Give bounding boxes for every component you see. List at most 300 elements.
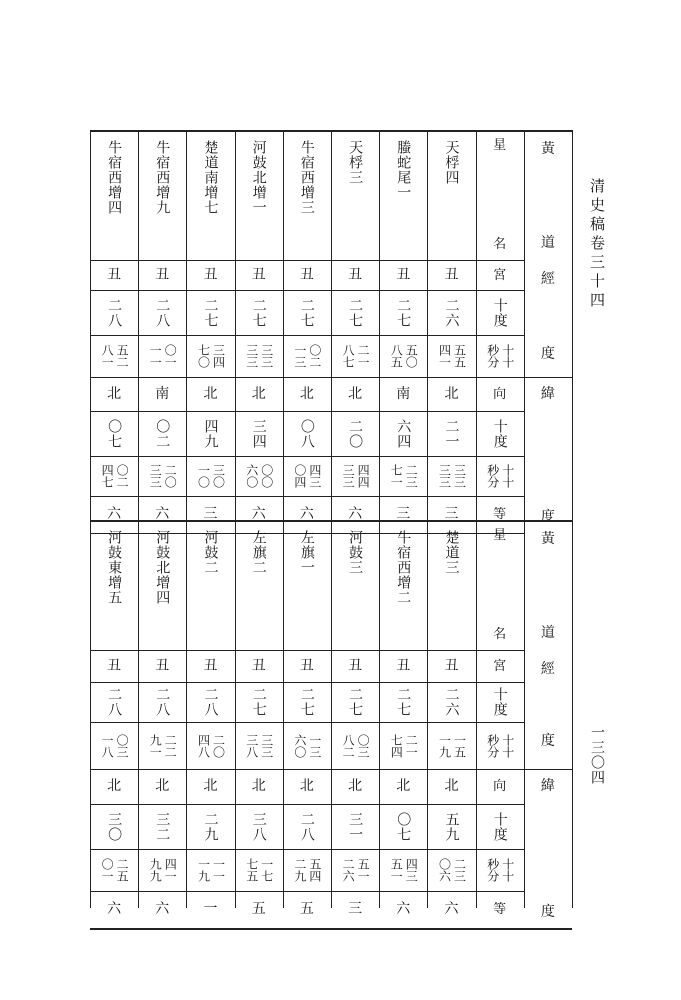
longitude-degree	[90, 290, 138, 335]
palace-cell: 丑	[396, 657, 411, 674]
longitude-minsec-part: 二〇	[211, 733, 226, 758]
page-number: 一三〇四	[589, 725, 605, 785]
longitude-minsec-pair	[148, 734, 176, 758]
label-shidu	[476, 290, 524, 335]
row-rule	[524, 769, 572, 770]
latitude-degree	[427, 411, 475, 456]
longitude-degree	[331, 290, 379, 335]
longitude-degree-text: 二六	[443, 297, 460, 328]
longitude-minsec-pair	[389, 344, 417, 368]
latitude-minsec-part: 〇〇	[259, 464, 274, 488]
star-name	[379, 520, 427, 650]
longitude-minsec-pair	[341, 734, 369, 758]
latitude-minsec-part: 六〇	[244, 464, 259, 488]
star-catalog-table	[90, 130, 572, 920]
palace-cell: 丑	[444, 657, 459, 674]
star-name	[331, 520, 379, 650]
latitude-minsec-part: 五一	[389, 858, 404, 882]
latitude-degree-text: 六四	[395, 418, 412, 449]
header-du2: 度	[540, 904, 555, 920]
star-name	[283, 130, 331, 260]
latitude-minsec-pair	[341, 464, 369, 488]
star-name	[90, 520, 138, 650]
latitude-degree	[427, 804, 475, 849]
latitude-minsec-pair	[148, 858, 176, 882]
latitude-degree-text: 五九	[443, 811, 460, 842]
latitude-direction: 北	[155, 778, 170, 794]
label-shifen-pair	[486, 734, 514, 758]
magnitude-cell: 六	[107, 506, 122, 522]
palace-cell: 丑	[155, 657, 170, 674]
header-du1: 度	[540, 346, 555, 362]
latitude-minsec	[427, 456, 475, 496]
longitude-degree-text: 二七	[395, 687, 412, 717]
longitude-minsec-part: 五五	[452, 344, 467, 368]
longitude-minsec	[235, 335, 283, 377]
longitude-degree-text: 二八	[106, 687, 123, 717]
label-shidu-2-text: 十度	[491, 418, 508, 449]
label-shifen_a: 十十	[500, 733, 515, 758]
star-name-text: 牛宿西增二	[395, 530, 412, 605]
latitude-minsec-pair	[293, 464, 321, 488]
latitude-degree	[90, 411, 138, 456]
longitude-minsec-part: 五二	[115, 344, 130, 368]
longitude-minsec-part: 一三	[307, 733, 322, 758]
longitude-minsec-part: 五〇	[404, 344, 419, 368]
latitude-direction: 北	[107, 778, 122, 794]
star-name-text: 河鼓北增四	[154, 530, 171, 605]
latitude-degree	[283, 411, 331, 456]
star-name	[235, 130, 283, 260]
column-rule	[572, 130, 573, 908]
latitude-direction: 北	[299, 385, 314, 402]
longitude-degree-text: 二六	[443, 687, 460, 717]
header-huang: 黃	[540, 141, 555, 157]
longitude-degree-text: 二七	[347, 297, 364, 328]
longitude-minsec	[90, 335, 138, 377]
label-deng: 等	[493, 507, 507, 522]
longitude-minsec-part: 三四	[211, 344, 226, 368]
star-name	[379, 130, 427, 260]
longitude-minsec	[186, 722, 234, 769]
latitude-degree-text: 三八	[250, 811, 267, 842]
header-du1: 度	[540, 733, 555, 749]
latitude-minsec-part: 四七	[100, 464, 115, 488]
latitude-minsec	[235, 456, 283, 496]
star-name	[138, 130, 186, 260]
latitude-minsec-part: 九九	[148, 858, 163, 882]
latitude-minsec-pair	[148, 464, 176, 488]
latitude-degree	[90, 804, 138, 849]
latitude-minsec-part: 二六	[341, 858, 356, 882]
latitude-degree	[379, 411, 427, 456]
latitude-minsec-part: 五四	[307, 858, 322, 882]
longitude-minsec	[331, 722, 379, 769]
longitude-degree	[427, 682, 475, 722]
latitude-minsec	[283, 849, 331, 891]
latitude-minsec-part: 一九	[196, 858, 211, 882]
star-name-text: 牛宿西增四	[106, 140, 123, 215]
palace-cell: 丑	[299, 266, 314, 283]
star-name-text: 河鼓二	[202, 530, 219, 575]
label-shifen-pair	[486, 344, 514, 368]
latitude-degree-text: 二八	[298, 811, 315, 842]
longitude-minsec-part: 八二	[341, 733, 356, 758]
magnitude-cell: 六	[444, 901, 459, 917]
header-dao: 道	[540, 235, 555, 251]
palace-cell: 丑	[348, 266, 363, 283]
label-shidu-text: 十度	[491, 687, 508, 717]
longitude-degree	[379, 290, 427, 335]
magnitude-cell: 三	[396, 506, 411, 522]
latitude-minsec-part: 七一	[389, 464, 404, 488]
latitude-degree-text: 三〇	[106, 811, 123, 842]
latitude-degree	[283, 804, 331, 849]
latitude-minsec-pair	[196, 858, 224, 882]
label-shifen	[476, 335, 524, 377]
latitude-minsec-pair	[389, 858, 417, 882]
palace-cell: 丑	[251, 657, 266, 674]
longitude-minsec-pair	[437, 734, 465, 758]
latitude-minsec	[379, 456, 427, 496]
latitude-direction: 北	[251, 385, 266, 402]
magnitude-cell: 三	[348, 901, 363, 917]
star-name	[331, 130, 379, 260]
palace-cell: 丑	[203, 266, 218, 283]
latitude-minsec	[427, 849, 475, 891]
longitude-minsec-pair	[293, 734, 321, 758]
longitude-degree	[90, 682, 138, 722]
longitude-minsec-part: 三三	[244, 344, 259, 368]
longitude-degree-text: 二七	[298, 687, 315, 717]
latitude-minsec-part: 四一	[163, 858, 178, 882]
longitude-degree	[235, 290, 283, 335]
longitude-minsec-pair	[100, 344, 128, 368]
latitude-minsec-part: 〇一	[100, 858, 115, 882]
latitude-minsec-part: 二五	[115, 858, 130, 882]
latitude-degree-text: 〇二	[154, 418, 171, 449]
label-ming: 名	[493, 627, 507, 642]
magnitude-cell: 六	[107, 901, 122, 917]
longitude-minsec-part: 四八	[196, 733, 211, 758]
longitude-degree-text: 二七	[395, 297, 412, 328]
star-name-text: 左旗二	[250, 530, 267, 575]
longitude-minsec-part: 一三	[292, 344, 307, 368]
longitude-minsec-pair	[437, 344, 465, 368]
label-gong: 宮	[493, 658, 507, 674]
longitude-minsec-part: 一一	[148, 344, 163, 368]
longitude-minsec-pair	[196, 734, 224, 758]
longitude-degree	[138, 290, 186, 335]
latitude-degree-text: 二一	[443, 418, 460, 449]
longitude-degree-text: 二七	[202, 297, 219, 328]
magnitude-cell: 六	[299, 506, 314, 522]
latitude-degree-text: 三四	[250, 418, 267, 449]
palace-cell: 丑	[155, 266, 170, 283]
label-shifen_b: 秒分	[485, 733, 500, 758]
latitude-minsec-pair	[389, 464, 417, 488]
latitude-minsec-part: 二〇	[163, 464, 178, 488]
latitude-minsec-pair	[245, 464, 273, 488]
header-wei: 緯	[540, 778, 555, 794]
longitude-minsec-pair	[245, 734, 273, 758]
longitude-minsec	[379, 335, 427, 377]
latitude-degree-text: 二九	[202, 811, 219, 842]
latitude-degree	[235, 411, 283, 456]
latitude-minsec	[186, 456, 234, 496]
longitude-degree-text: 二七	[250, 687, 267, 717]
latitude-minsec	[186, 849, 234, 891]
magnitude-cell: 六	[155, 901, 170, 917]
star-name	[186, 130, 234, 260]
latitude-minsec-part: 一七	[259, 858, 274, 882]
longitude-minsec-part: 二一	[356, 344, 371, 368]
latitude-degree-text: 三二	[154, 811, 171, 842]
longitude-minsec	[90, 722, 138, 769]
longitude-degree-text: 二八	[154, 297, 171, 328]
header-jing: 經	[540, 661, 555, 677]
longitude-degree	[379, 682, 427, 722]
star-name	[138, 520, 186, 650]
longitude-minsec-part: 三三	[259, 733, 274, 758]
palace-cell: 丑	[299, 657, 314, 674]
latitude-minsec-part: 三〇	[211, 464, 226, 488]
latitude-direction: 南	[396, 385, 411, 402]
star-name-text: 天桴四	[443, 140, 460, 185]
star-name-text: 楚道南增七	[202, 140, 219, 215]
longitude-degree-text: 二七	[250, 297, 267, 328]
label-shifen_b: 秒分	[485, 344, 500, 368]
magnitude-cell: 三	[444, 506, 459, 522]
latitude-degree-text: 二〇	[347, 418, 364, 449]
longitude-minsec-part: 〇三	[115, 733, 130, 758]
latitude-minsec-part: 一〇	[196, 464, 211, 488]
star-name	[427, 130, 475, 260]
latitude-minsec	[138, 456, 186, 496]
longitude-minsec-part: 一五	[452, 733, 467, 758]
longitude-minsec-part: 一八	[100, 733, 115, 758]
palace-cell: 丑	[107, 266, 122, 283]
latitude-minsec-pair	[245, 858, 273, 882]
latitude-minsec-part: 三三	[452, 464, 467, 488]
latitude-minsec-part: 三三	[341, 464, 356, 488]
longitude-degree	[235, 682, 283, 722]
longitude-minsec	[331, 335, 379, 377]
latitude-minsec-part: 〇四	[292, 464, 307, 488]
longitude-minsec	[138, 335, 186, 377]
latitude-direction: 北	[251, 778, 266, 794]
latitude-degree-text: 〇八	[298, 418, 315, 449]
label-xiang: 向	[493, 779, 507, 794]
latitude-direction: 北	[348, 778, 363, 794]
latitude-minsec-part: 五一	[356, 858, 371, 882]
longitude-minsec-pair	[245, 344, 273, 368]
longitude-minsec-pair	[341, 344, 369, 368]
latitude-minsec-pair	[196, 464, 224, 488]
header-huang: 黃	[540, 531, 555, 547]
row-rule	[524, 130, 572, 132]
label-xing: 星	[493, 528, 507, 543]
header-wei: 緯	[540, 386, 555, 402]
label-shidu-2	[476, 411, 524, 456]
latitude-minsec	[138, 849, 186, 891]
header-du2: 度	[540, 509, 555, 525]
label-ming: 名	[493, 237, 507, 252]
longitude-degree-text: 二八	[202, 687, 219, 717]
longitude-minsec-pair	[100, 734, 128, 758]
latitude-direction: 南	[155, 385, 170, 402]
star-name-text: 螣蛇尾一	[395, 140, 412, 200]
label-shifen_b: 秒分	[485, 858, 500, 882]
latitude-degree	[331, 411, 379, 456]
star-name	[90, 130, 138, 260]
label-shidu-2	[476, 804, 524, 849]
label-shifen_a: 十十	[500, 344, 515, 368]
longitude-minsec-part: 〇三	[356, 733, 371, 758]
longitude-minsec-pair	[148, 344, 176, 368]
label-shifen-2	[476, 456, 524, 496]
longitude-minsec-part: 二二	[163, 733, 178, 758]
longitude-minsec-part: 四一	[437, 344, 452, 368]
latitude-degree	[186, 411, 234, 456]
longitude-minsec	[138, 722, 186, 769]
longitude-minsec-part: 三三	[259, 344, 274, 368]
latitude-direction: 北	[203, 778, 218, 794]
magnitude-cell: 六	[396, 901, 411, 917]
latitude-degree-text: 〇七	[106, 418, 123, 449]
header-jing: 經	[540, 271, 555, 287]
label-shidu-text: 十度	[491, 297, 508, 328]
star-name-text: 天桴三	[347, 140, 364, 185]
longitude-degree	[138, 682, 186, 722]
magnitude-cell: 六	[155, 506, 170, 522]
latitude-degree	[138, 411, 186, 456]
longitude-degree-text: 二八	[154, 687, 171, 717]
longitude-minsec	[427, 722, 475, 769]
row-rule	[524, 520, 572, 522]
longitude-minsec-part: 一九	[437, 733, 452, 758]
latitude-minsec	[331, 849, 379, 891]
star-name	[235, 520, 283, 650]
magnitude-cell: 五	[299, 901, 314, 917]
magnitude-cell: 五	[251, 901, 266, 917]
latitude-minsec	[90, 849, 138, 891]
latitude-degree-text: 四九	[202, 418, 219, 449]
label-shifen-2-pair	[486, 858, 514, 882]
longitude-minsec-part: 〇二	[307, 344, 322, 368]
palace-cell: 丑	[396, 266, 411, 283]
star-name	[427, 520, 475, 650]
latitude-direction: 北	[299, 778, 314, 794]
magnitude-cell: 六	[348, 506, 363, 522]
magnitude-cell: 一	[203, 901, 218, 917]
latitude-minsec	[331, 456, 379, 496]
longitude-minsec-part: 八一	[100, 344, 115, 368]
latitude-degree	[331, 804, 379, 849]
running-title: 清史稿卷三十四	[588, 178, 606, 311]
longitude-degree	[186, 682, 234, 722]
row-rule	[90, 928, 572, 930]
longitude-minsec-pair	[293, 344, 321, 368]
latitude-degree-text: 三一	[347, 811, 364, 842]
longitude-minsec	[235, 722, 283, 769]
latitude-minsec-pair	[341, 858, 369, 882]
palace-cell: 丑	[107, 657, 122, 674]
latitude-minsec	[379, 849, 427, 891]
row-rule	[524, 377, 572, 378]
longitude-minsec-part: 三八	[244, 733, 259, 758]
latitude-direction: 北	[444, 385, 459, 402]
label-shifen	[476, 722, 524, 769]
latitude-minsec-pair	[437, 464, 465, 488]
latitude-direction: 北	[348, 385, 363, 402]
latitude-minsec-part: 三三	[437, 464, 452, 488]
longitude-minsec-part: 〇一	[163, 344, 178, 368]
latitude-direction: 北	[396, 778, 411, 794]
label-deng: 等	[493, 902, 507, 917]
header-dao: 道	[540, 625, 555, 641]
latitude-direction: 北	[444, 778, 459, 794]
longitude-degree	[283, 682, 331, 722]
longitude-degree-text: 二七	[347, 687, 364, 717]
latitude-minsec	[235, 849, 283, 891]
latitude-minsec	[283, 456, 331, 496]
magnitude-cell: 六	[251, 506, 266, 522]
longitude-minsec	[283, 722, 331, 769]
label-gong: 宮	[493, 267, 507, 283]
latitude-minsec-part: 四三	[307, 464, 322, 488]
longitude-minsec-part: 六〇	[292, 733, 307, 758]
latitude-minsec-part: 二九	[292, 858, 307, 882]
label-xingming	[476, 520, 524, 650]
star-name-text: 牛宿西增三	[298, 140, 315, 215]
latitude-degree	[235, 804, 283, 849]
latitude-minsec-part: 二三	[452, 858, 467, 882]
longitude-degree	[427, 290, 475, 335]
longitude-minsec	[186, 335, 234, 377]
longitude-minsec-part: 七〇	[196, 344, 211, 368]
longitude-degree	[186, 290, 234, 335]
latitude-minsec-pair	[437, 858, 465, 882]
latitude-degree	[138, 804, 186, 849]
palace-cell: 丑	[203, 657, 218, 674]
latitude-minsec-part: 二三	[404, 464, 419, 488]
longitude-degree	[331, 682, 379, 722]
label-shidu	[476, 682, 524, 722]
magnitude-cell: 三	[203, 506, 218, 522]
longitude-degree-text: 二七	[298, 297, 315, 328]
palace-cell: 丑	[444, 266, 459, 283]
latitude-minsec	[90, 456, 138, 496]
palace-cell: 丑	[251, 266, 266, 283]
column-rule	[524, 130, 525, 908]
label-shifen_a: 十十	[500, 858, 515, 882]
star-name-text: 河鼓北增一	[250, 140, 267, 215]
label-xingming	[476, 130, 524, 260]
longitude-minsec-part: 二一	[404, 733, 419, 758]
longitude-minsec-part: 九一	[148, 733, 163, 758]
star-name-text: 河鼓三	[347, 530, 364, 575]
label-shifen_b: 秒分	[485, 464, 500, 488]
longitude-minsec	[427, 335, 475, 377]
longitude-degree	[283, 290, 331, 335]
star-name-text: 河鼓東增五	[106, 530, 123, 605]
label-shifen_a: 十十	[500, 464, 515, 488]
star-name	[186, 520, 234, 650]
label-xing: 星	[493, 138, 507, 153]
label-shifen-2	[476, 849, 524, 891]
label-shidu-2-text: 十度	[491, 811, 508, 842]
